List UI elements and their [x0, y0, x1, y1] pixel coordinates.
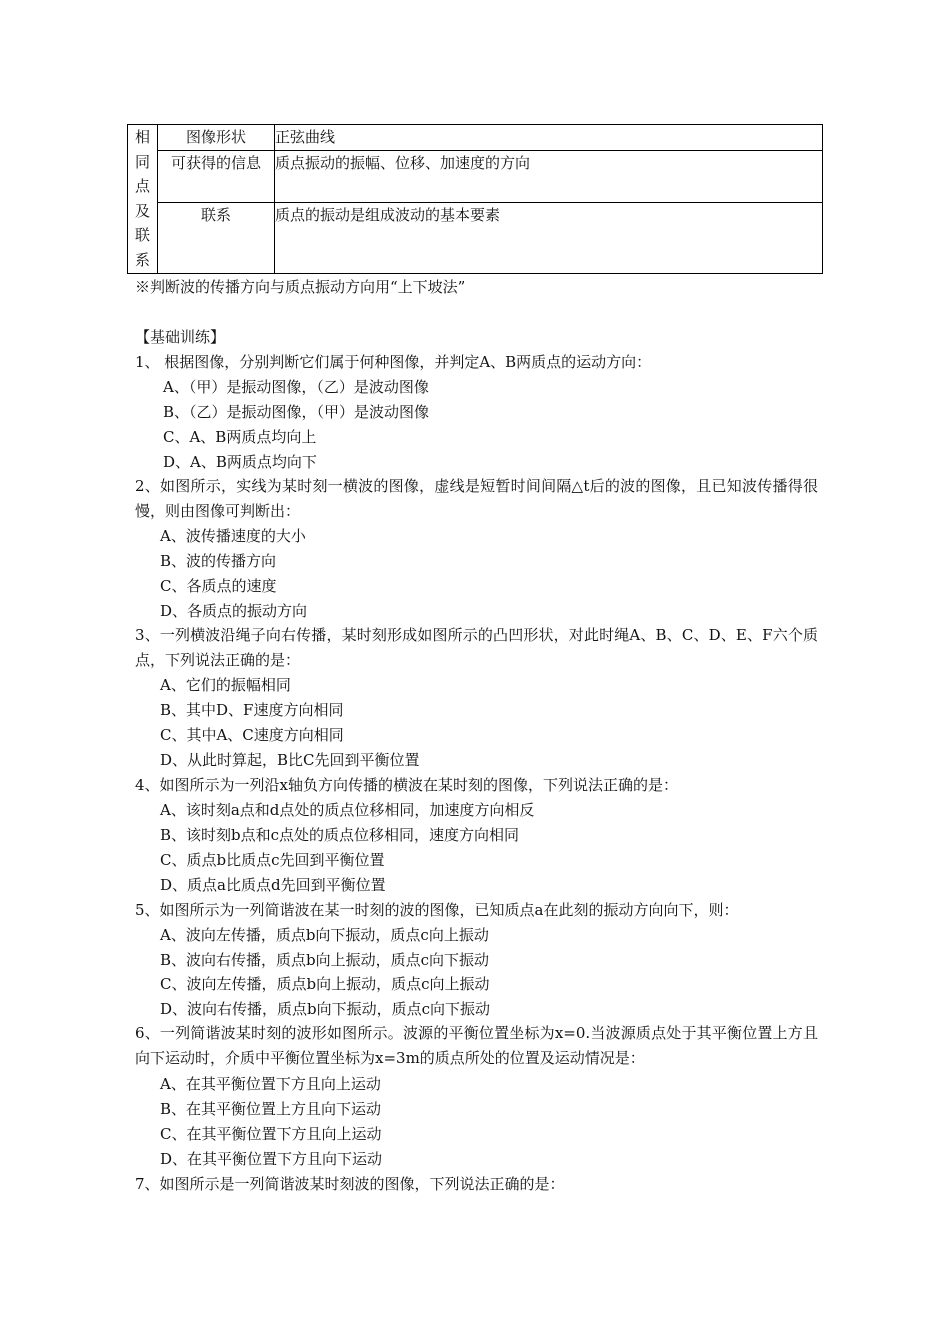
question-stem: 6、一列简谐波某时刻的波形如图所示。波源的平衡位置坐标为x=0.当波源质点处于其平衡位置上方且向下运动时，介质中平衡位置坐标为x=3m的质点所处的位置及运动情况是：: [135, 1024, 818, 1067]
question-option: D、质点a比质点d先回到平衡位置: [160, 876, 386, 894]
question-option: C、波向左传播，质点b向上振动，质点c向上振动: [160, 975, 490, 993]
question-option: D、各质点的振动方向: [160, 602, 308, 620]
table-row: [128, 203, 823, 274]
question-option: A、该时刻a点和d点处的质点位移相同，加速度方向相反: [160, 801, 535, 819]
question-option: C、各质点的速度: [160, 577, 277, 595]
group-label-char: 相: [134, 128, 150, 146]
row-name: 联系: [158, 203, 275, 274]
question-stem: 1、 根据图像，分别判断它们属于何种图像，并判定A、B两质点的运动方向：: [135, 353, 652, 371]
row-name: 可获得的信息: [158, 151, 275, 203]
row-value: 正弦曲线: [275, 125, 823, 151]
question-option: B、在其平衡位置上方且向下运动: [160, 1100, 382, 1118]
question-option: A、它们的振幅相同: [160, 676, 291, 694]
question-option: A、（甲）是振动图像，（乙）是波动图像: [163, 378, 429, 396]
question-stem: 3、一列横波沿绳子向右传播，某时刻形成如图所示的凸凹形状，对此时绳A、B、C、D、E、F六个质点，下列说法正确的是：: [135, 626, 818, 669]
group-label: [128, 125, 158, 274]
group-label-char: 同: [134, 152, 150, 171]
question-option: D、在其平衡位置下方且向下运动: [160, 1150, 383, 1168]
question-option: C、质点b比质点c先回到平衡位置: [160, 851, 385, 869]
group-label-char: 点: [134, 177, 150, 195]
group-label-char: 联: [134, 226, 150, 244]
table-row: [128, 125, 823, 151]
comparison-table: [127, 124, 823, 274]
question-option: D、波向右传播，质点b向下振动，质点c向下振动: [160, 1000, 491, 1018]
question-stem: 4、如图所示为一列沿x轴负方向传播的横波在某时刻的图像，下列说法正确的是：: [135, 776, 679, 794]
section-title: 【基础训练】: [135, 328, 226, 346]
question-option: C、其中A、C速度方向相同: [160, 726, 344, 744]
question-option: D、A、B两质点均向下: [163, 453, 317, 471]
question-option: A、波传播速度的大小: [160, 527, 306, 545]
question-option: A、波向左传播，质点b向下振动，质点c向上振动: [160, 926, 489, 944]
question-stem: 5、如图所示为一列简谐波在某一时刻的波的图像，已知质点a在此刻的振动方向向下，则：: [135, 901, 739, 919]
question-option: B、该时刻b点和c点处的质点位移相同，速度方向相同: [160, 826, 520, 844]
group-label-char: 系: [134, 250, 150, 269]
table-row: [128, 151, 823, 203]
note-text: ※判断波的传播方向与质点振动方向用“上下坡法”: [135, 278, 466, 296]
question-option: D、从此时算起，B比C先回到平衡位置: [160, 751, 420, 769]
question-stem: 7、如图所示是一列简谐波某时刻波的图像，下列说法正确的是：: [135, 1175, 565, 1193]
question-option: B、其中D、F速度方向相同: [160, 701, 344, 719]
group-label-char: 及: [134, 201, 150, 220]
question-option: B、（乙）是振动图像，（甲）是波动图像: [163, 403, 430, 421]
question-option: B、波向右传播，质点b向上振动，质点c向下振动: [160, 951, 490, 969]
row-name: 图像形状: [158, 125, 275, 151]
question-option: A、在其平衡位置下方且向上运动: [160, 1075, 381, 1093]
question-option: C、A、B两质点均向上: [163, 428, 317, 446]
row-value: 质点振动的振幅、位移、加速度的方向: [275, 151, 823, 203]
question-stem: 2、如图所示，实线为某时刻一横波的图像，虚线是短暂时间间隔△t后的波的图像，且已知波传播得很慢，则由图像可判断出：: [135, 477, 818, 520]
row-value: 质点的振动是组成波动的基本要素: [275, 203, 823, 274]
question-option: C、在其平衡位置下方且向上运动: [160, 1125, 382, 1143]
question-option: B、波的传播方向: [160, 552, 277, 570]
